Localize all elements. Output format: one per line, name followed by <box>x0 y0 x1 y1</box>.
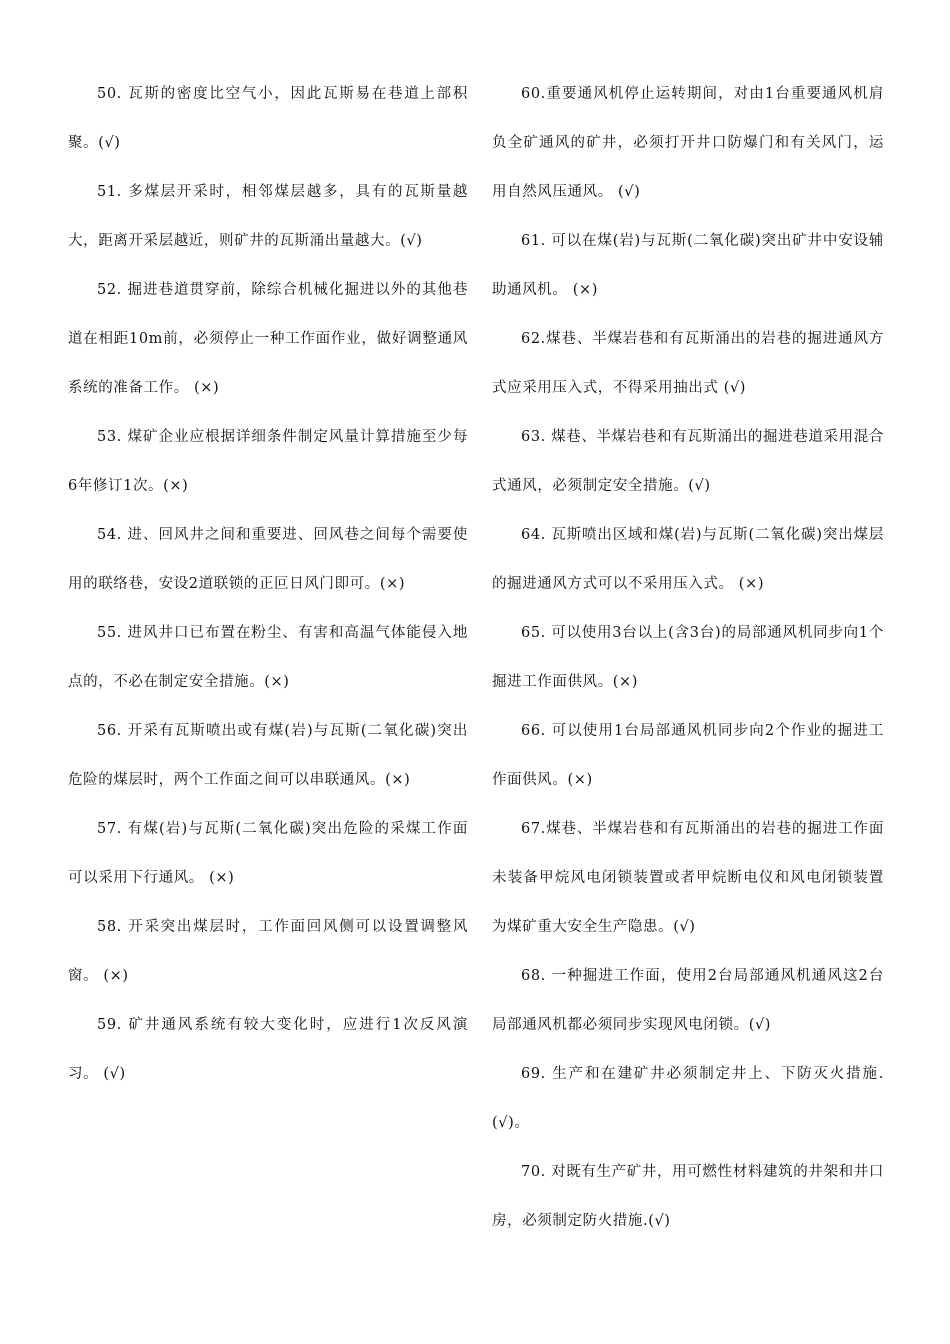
question-67: 67.煤巷、半煤岩巷和有瓦斯涌出的岩巷的掘进工作面未装备甲烷风电闭锁装置或者甲烷断电仪和风电闭锁装置为煤矿重大安全生产隐患。(√) <box>492 821 884 935</box>
question-68: 68. 一种掘进工作面，使用2台局部通风机通风这2台局部通风机都必须同步实现风电闭锁。(√) <box>492 968 884 1033</box>
question-69: 69. 生产和在建矿井必须制定井上、下防灭火措施.(√)。 <box>492 1066 884 1131</box>
question-54: 54. 进、回风井之间和重要进、回风巷之间每个需要使用的联络巷，安设2道联锁的正叵日风门即可。(×) <box>68 527 468 592</box>
question-66: 66. 可以使用1台局部通风机同步向2个作业的掘进工作面供风。(×) <box>492 723 884 788</box>
question-57: 57. 有煤(岩)与瓦斯(二氧化碳)突出危险的采煤工作面可以采用下行通风。 (×) <box>68 821 468 886</box>
question-64: 64. 瓦斯喷出区域和煤(岩)与瓦斯(二氧化碳)突出煤层的掘进通风方式可以不采用压入式。 (×) <box>492 527 884 592</box>
question-51: 51. 多煤层开采时，相邻煤层越多，具有的瓦斯量越大，距离开采层越近，则矿井的瓦斯涌出量越大。(√) <box>68 184 468 249</box>
question-53: 53. 煤矿企业应根据详细条件制定风量计算措施至少每6年修订1次。(×) <box>68 429 468 494</box>
question-56: 56. 开采有瓦斯喷出或有煤(岩)与瓦斯(二氧化碳)突出危险的煤层时，两个工作面之间可以串联通风。(×) <box>68 723 468 788</box>
question-58: 58. 开采突出煤层时，工作面回风侧可以设置调整风窗。 (×) <box>68 919 468 984</box>
right-column <box>492 70 884 1246</box>
question-50: 50. 瓦斯的密度比空气小，因此瓦斯易在巷道上部积聚。(√) <box>68 86 468 151</box>
question-55: 55. 进风井口已布置在粉尘、有害和高温气体能侵入地点的，不必在制定安全措施。(×) <box>68 625 468 690</box>
question-59: 59. 矿井通风系统有较大变化时，应进行1次反风演习。 (√) <box>68 1017 468 1082</box>
question-70: 70. 对既有生产矿井，用可燃性材料建筑的井架和井口房，必须制定防火措施.(√) <box>492 1164 884 1229</box>
left-column <box>68 70 468 1099</box>
question-62: 62.煤巷、半煤岩巷和有瓦斯涌出的岩巷的掘进通风方式应采用压入式，不得采用抽出式 (√) <box>492 331 884 396</box>
question-61: 61. 可以在煤(岩)与瓦斯(二氧化碳)突出矿井中安设辅助通风机。 (×) <box>492 233 884 298</box>
question-63: 63. 煤巷、半煤岩巷和有瓦斯涌出的掘进巷道采用混合式通风，必须制定安全措施。(√) <box>492 429 884 494</box>
question-60: 60.重要通风机停止运转期间，对由1台重要通风机肩负全矿通风的矿井，必须打开井口防爆门和有关风门，运用自然风压通风。 (√) <box>492 86 884 200</box>
question-65: 65. 可以使用3台以上(含3台)的局部通风机同步向1个掘进工作面供风。(×) <box>492 625 884 690</box>
question-52: 52. 掘进巷道贯穿前，除综合机械化掘进以外的其他巷道在相距10m前，必须停止一种工作面作业，做好调整通风系统的准备工作。 (×) <box>68 282 468 396</box>
